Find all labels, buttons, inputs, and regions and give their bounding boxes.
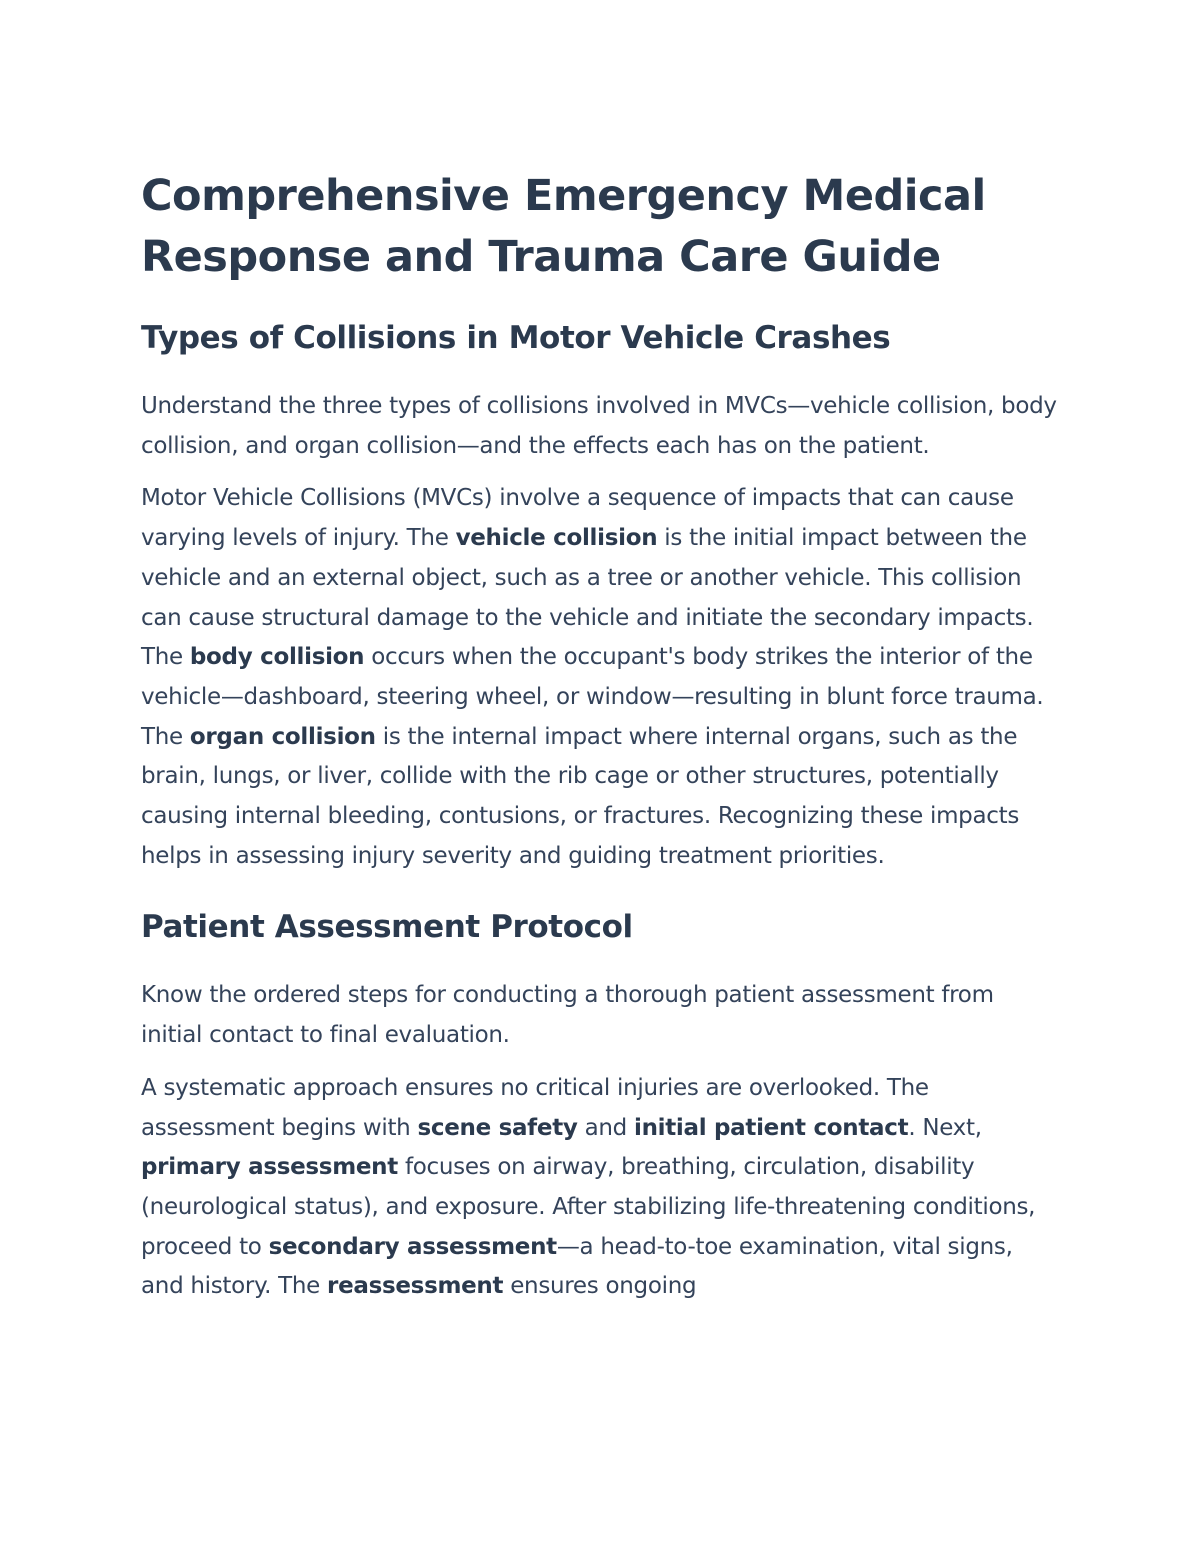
section-assessment-protocol [141, 907, 1061, 1307]
body-text: is the internal impact where internal organs, such as the brain, lungs, or liver, collide with the rib cage or other structures, potentially causing internal bleeding, contusions, or fractures. Recognizing these impacts helps in assessing injury severity and guiding treatment priorities. [141, 723, 1020, 869]
body-text: ensures ongoing [503, 1273, 697, 1300]
section-body [141, 479, 1061, 876]
section-body [141, 1069, 1061, 1307]
term-vehicle-collision: vehicle collision [455, 525, 658, 552]
term-secondary-assessment: secondary assessment [268, 1233, 557, 1260]
body-text: focuses on airway, breathing, circulation, disability (neurological status), and exposure. After stabilizing life-threatening conditions, proceed to [141, 1154, 1036, 1260]
term-reassessment: reassessment [327, 1273, 504, 1300]
section-collision-types [141, 318, 1061, 876]
section-heading: Patient Assessment Protocol [141, 909, 633, 946]
term-scene-safety: scene safety [417, 1114, 578, 1141]
term-initial-patient-contact: initial patient contact [633, 1114, 909, 1141]
document-page [141, 166, 1061, 1307]
term-body-collision: body collision [189, 644, 365, 671]
body-text: A systematic approach ensures no critical injuries are overlooked. The assessment begins with [141, 1074, 929, 1141]
section-summary: Know the ordered steps for conducting a thorough patient assessment from initial contact to final evaluation. [141, 982, 994, 1049]
term-organ-collision: organ collision [189, 723, 376, 750]
section-summary: Understand the three types of collisions involved in MVCs—vehicle collision, body collision, and organ collision—and the effects each has on the patient. [141, 393, 1057, 459]
body-text: and [577, 1114, 634, 1141]
body-text: is the initial impact between the vehicle and an external object, such as a tree or another vehicle. This collision can cause structural damage to the vehicle and initiate the secondary impacts. The [141, 525, 1034, 671]
term-primary-assessment: primary assessment [141, 1154, 398, 1181]
body-text: occurs when the occupant's body strikes the interior of the vehicle—dashboard, steering wheel, or window—resulting in blunt force trauma. The [141, 644, 1044, 750]
body-text: Motor Vehicle Collisions (MVCs) involve a sequence of impacts that can cause varying levels of injury. The [141, 485, 1014, 552]
document-title: Comprehensive Emergency Medical Response and Trauma Care Guide [141, 171, 986, 282]
body-text: . Next, [908, 1114, 982, 1141]
body-text: —a head-to-toe examination, vital signs, and history. The [141, 1233, 1013, 1300]
section-heading: Types of Collisions in Motor Vehicle Crashes [141, 320, 891, 356]
